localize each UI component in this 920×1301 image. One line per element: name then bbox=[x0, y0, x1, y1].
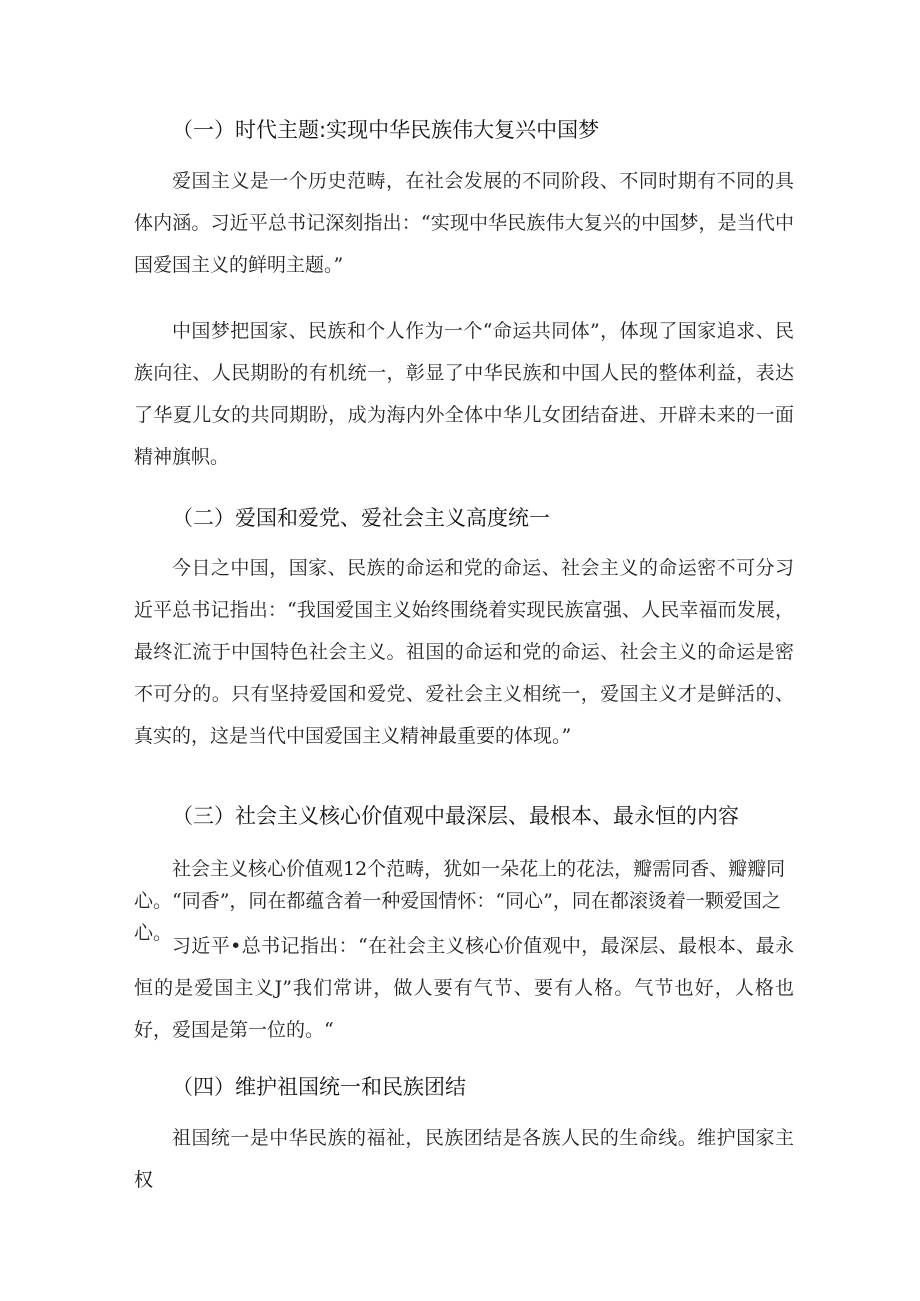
section-2-paragraph-1: 今日之中国，国家、民族的命运和党的命运、社会主义的命运密不可分习近平总书记指出：“我国爱国主义始终围绕着实现民族富强、人民幸福而发展，最终汇流于中国特色社会主义。祖国的命运和党的命运、社会主义的命运是密不可分的。只有坚持爱国和爱党、爱社会主义相统一，爱国主义才是鲜活的、真实的，这是当代中国爱国主义精神最重要的体现。” bbox=[134, 557, 794, 747]
section-3-paragraph-1: 社会主义核心价值观12个范畴，犹如一朵花上的花法，瓣需同香、瓣瓣同心。“同香”，同在都蕴含着一种爱国情怀：“同心”，同在都滚烫着一颗爱国之心。 bbox=[134, 858, 786, 944]
section-3-paragraph-2: 习近平•总书记指出：“在社会主义核心价值观中，最深层、最根本、最永恒的是爱国主义J”我们常讲，做人要有气节、要有人格。气节也好，人格也好，爱国是第一位的。“ bbox=[134, 935, 794, 1041]
section-1-heading: （一）时代主题:实现中华民族伟大复兴中国梦 bbox=[172, 118, 600, 142]
section-1-paragraph-1: 爱国主义是一个历史范畴，在社会发展的不同阶段、不同时期有不同的具体内涵。习近平总书记深刻指出：“实现中华民族伟大复兴的中国梦，是当代中国爱国主义的鲜明主题。” bbox=[134, 170, 794, 276]
section-3-heading: （三）社会主义核心价值观中最深层、最根本、最永恒的内容 bbox=[172, 804, 739, 828]
section-2-heading: （二）爱国和爱党、爱社会主义高度统一 bbox=[172, 506, 550, 530]
section-4-heading: （四）维护祖国统一和民族团结 bbox=[172, 1075, 466, 1099]
section-1-paragraph-2: 中国梦把国家、民族和个人作为一个“命运共同体”，体现了国家追求、民族向往、人民期盼的有机统一，彰显了中华民族和中国人民的整体利益，表达了华夏儿女的共同期盼，成为海内外全体中华儿女团结奋进、开辟未来的一面精神旗帜。 bbox=[134, 320, 794, 468]
section-4-paragraph-1: 祖国统一是中华民族的福祉，民族团结是各族人民的生命线。维护国家主权 bbox=[134, 1127, 794, 1191]
